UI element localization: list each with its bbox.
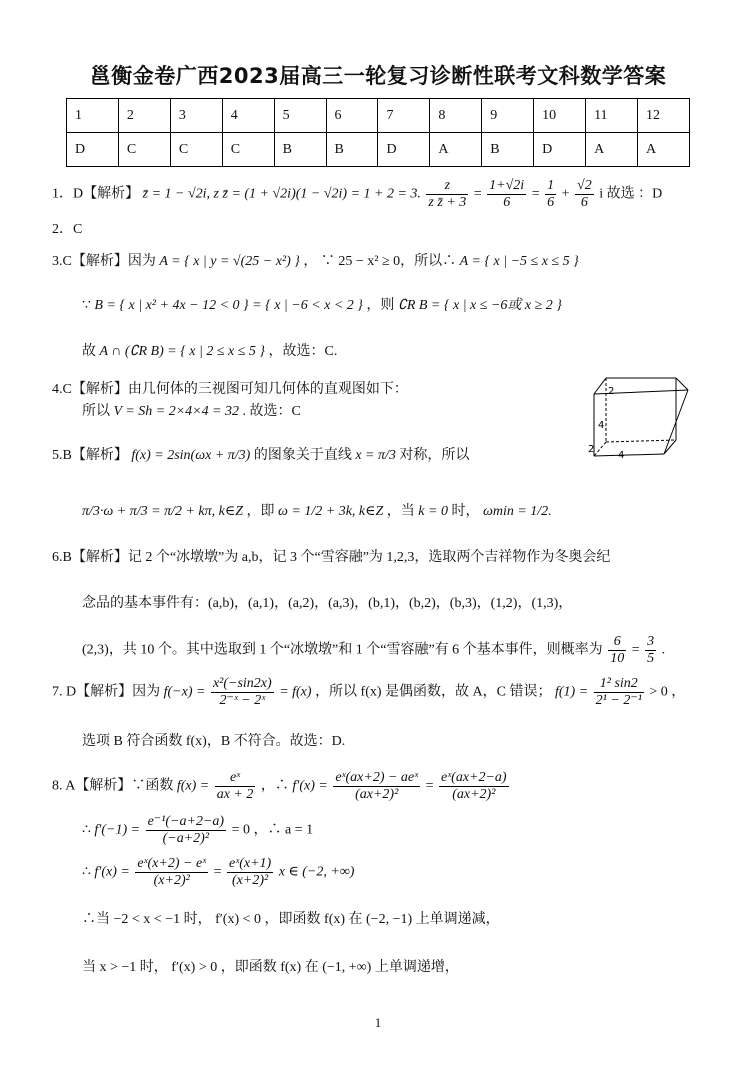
equals-sign: =	[531, 186, 540, 202]
equals-sign: =	[631, 642, 640, 658]
q5-prefix: 5.B【解析】	[52, 448, 128, 463]
because-symbol: ∵	[82, 298, 91, 313]
q8-derivative: f′(x) =	[292, 778, 328, 794]
q1-fraction-1	[426, 178, 468, 211]
q4-line-1: 4.C【解析】由几何体的三视图可知几何体的直观图如下：	[52, 382, 408, 397]
table-cell: 7	[378, 99, 430, 133]
table-cell: 12	[638, 99, 690, 133]
fraction-numerator: eˣ(x+2) − eˣ	[137, 856, 207, 871]
q4-text: 所以	[82, 404, 110, 419]
table-cell: 6	[326, 99, 378, 133]
table-cell: 1	[67, 99, 119, 133]
answer-table	[66, 98, 690, 167]
table-cell: B	[326, 133, 378, 167]
figure-label: 4	[598, 420, 605, 431]
q3-text: ，则	[366, 298, 395, 313]
q8-line-3	[82, 856, 354, 889]
q3-complement: ∁R B = { x | x ≤ −6或 x ≥ 2 }	[397, 298, 562, 313]
q8-fraction-4	[146, 814, 226, 847]
edge	[676, 378, 688, 390]
q6-line-2: 念品的基本事件有：(a,b)，(a,1)，(a,2)，(a,3)，(b,1)，(b,2)，(b,3)，(1,2)，(1,3)，	[82, 596, 573, 611]
q3-suffix: ，故选：C.	[268, 344, 338, 359]
answer-table-answer-row	[67, 133, 690, 167]
q4-suffix: . 故选：C	[242, 404, 301, 419]
fraction-denominator: 2¹ − 2⁻¹	[595, 693, 642, 708]
q5-text: ，即	[246, 504, 275, 519]
parallelepiped-figure	[584, 376, 694, 458]
q7-function: f(−x) =	[163, 684, 206, 700]
equals-sign: =	[213, 864, 222, 880]
q7-fraction-2	[594, 676, 644, 709]
table-cell: 5	[274, 99, 326, 133]
fraction-denominator: 6	[547, 195, 555, 210]
fraction-numerator: 1² sin2	[594, 676, 644, 693]
q4-volume: V = Sh = 2×4×4 = 32	[113, 404, 240, 419]
fraction-numerator: e⁻¹(−a+2−a)	[147, 814, 225, 829]
q2-solution: 2．C	[52, 222, 83, 237]
fraction-numerator: 1+√2i	[489, 178, 525, 193]
q5-equation: π/3·ω + π/3 = π/2 + kπ, k∈Z	[82, 504, 244, 519]
table-cell: 2	[118, 99, 170, 133]
answer-table-number-row	[67, 99, 690, 133]
figure-label: 4	[618, 450, 625, 458]
q3-set-a-result: A = { x | −5 ≤ x ≤ 5 }	[459, 254, 579, 269]
hidden-edge	[606, 440, 676, 442]
page-number: 1	[374, 1015, 382, 1030]
figure-label: 2	[608, 386, 615, 397]
fraction-denominator: 6	[580, 195, 588, 210]
q8-line-2	[82, 814, 313, 847]
table-cell: C	[170, 133, 222, 167]
q3-text: ， ∵ 25 − x² ≥ 0，所以∴	[303, 254, 457, 269]
q6-text: (2,3)，共 10 个。其中选取到 1 个“冰墩墩”和 1 个“雪容融”有 6 个基本事件，则概率为	[82, 642, 603, 658]
q1-fraction-4	[575, 178, 594, 211]
page-title: 邕衡金卷广西2023届高三一轮复习诊断性联考文科数学答案	[89, 64, 667, 88]
q8-fraction-6	[227, 856, 273, 889]
q5-text: 时，	[451, 504, 480, 519]
table-cell: A	[430, 133, 482, 167]
q7-text: > 0 ，	[649, 684, 686, 700]
q8-text: = 0 ，∴ a = 1	[231, 822, 314, 838]
q5-text: ，当	[386, 504, 415, 519]
fraction-numerator: eˣ(ax+2) − aeˣ	[335, 770, 419, 785]
q5-axis: x = π/3	[355, 448, 396, 463]
fraction-denominator: (ax+2)²	[355, 787, 399, 802]
q8-fraction-3	[439, 770, 509, 803]
q8-line-4: ∴当 −2 < x < −1 时， f′(x) < 0 ，即函数 f(x) 在 (−2, −1) 上单调递减，	[82, 912, 500, 927]
q5-omega: ω = 1/2 + 3k, k∈Z	[278, 504, 384, 519]
q8-fraction-1	[215, 770, 256, 803]
q1-fraction-2	[487, 178, 526, 211]
table-cell: A	[638, 133, 690, 167]
q7-equation: = f(x)	[279, 684, 312, 700]
q5-line-2	[82, 500, 552, 520]
fraction-numerator: eˣ(ax+2−a)	[441, 770, 507, 785]
q6-fraction-2	[645, 634, 656, 667]
q3-prefix: 3.C【解析】因为	[52, 254, 156, 269]
q7-line-2: 选项 B 符合函数 f(x)，B 不符合。故选：D.	[82, 734, 346, 749]
period: .	[661, 642, 666, 658]
q1-equation: z̄ = 1 − √2i, z z̄ = (1 + √2i)(1 − √2i) = 1 + 2 = 3.	[142, 186, 421, 202]
q3-set-a: A = { x | y = √(25 − x²) }	[159, 254, 300, 269]
q8-fraction-2	[333, 770, 420, 803]
q1-solution: 1．D【解析】 z̄ = 1 − √2i, z z̄ = (1 + √2i)(1 − √2i) = 1 + 2 = 3. $\frac{z}{\text{z z̄ + 3}}$ = $\frac{1+√2i}{6}$ = $\frac{1}{6}$ + $\frac{√2}{6}$ i 故选 ：D	[52, 178, 663, 210]
fraction-numerator: z	[426, 178, 468, 195]
edge	[664, 440, 676, 454]
q3-line-2	[82, 294, 562, 314]
q6-fraction-1	[608, 634, 626, 667]
fraction-numerator: x²(−sin2x)	[212, 676, 272, 691]
fraction-denominator: 6	[503, 195, 511, 210]
fraction-numerator: 1	[547, 178, 555, 193]
q5-line-1	[52, 444, 469, 464]
table-cell: D	[534, 133, 586, 167]
q5-function: f(x) = 2sin(ωx + π/3)	[131, 448, 251, 463]
table-cell: 10	[534, 99, 586, 133]
q5-text: 对称，所以	[399, 448, 470, 463]
q8-line-1	[52, 770, 511, 803]
fraction-numerator: eˣ	[215, 770, 256, 787]
fraction-numerator: eˣ(x+1)	[229, 856, 272, 871]
table-cell: B	[274, 133, 326, 167]
plus-sign: +	[561, 186, 570, 202]
q1-fraction-3	[545, 178, 556, 211]
fraction-denominator: (x+2)²	[232, 873, 269, 888]
therefore-symbol: ∴	[82, 864, 91, 880]
q3-set-b: B = { x | x² + 4x − 12 < 0 } = { x | −6 < x < 2 }	[94, 298, 363, 313]
q8-fraction-5	[135, 856, 208, 889]
figure-label: 2	[588, 444, 595, 455]
q8-prefix: 8. A【解析】∵函数	[52, 778, 174, 794]
q7-text: ，所以 f(x) 是偶函数，故 A，C 错误；	[315, 684, 552, 700]
table-cell: 3	[170, 99, 222, 133]
q8-line-5: 当 x > −1 时， f′(x) > 0 ，即函数 f(x) 在 (−1, +∞) 上单调递增，	[82, 960, 459, 975]
q3-intersection: A ∩ (∁R B) = { x | 2 ≤ x ≤ 5 }	[99, 344, 266, 359]
table-cell: B	[482, 133, 534, 167]
table-cell: 8	[430, 99, 482, 133]
fraction-denominator: 10	[610, 651, 625, 666]
fraction-denominator: ax + 2	[216, 787, 254, 802]
q4-line-2	[82, 400, 301, 420]
q5-omega-min: ωmin = 1/2.	[482, 504, 552, 519]
q8-derivative: f′(−1) =	[94, 822, 141, 838]
q5-k: k = 0	[418, 504, 448, 519]
q3-line-1	[52, 250, 579, 270]
q6-line-3	[82, 634, 665, 667]
q3-text: 故	[82, 344, 96, 359]
q8-derivative: f′(x) =	[94, 864, 130, 880]
q7-prefix: 7. D【解析】因为	[52, 684, 161, 700]
fraction-numerator: 6	[608, 634, 626, 651]
table-cell: A	[586, 133, 638, 167]
fraction-denominator: (x+2)²	[153, 873, 190, 888]
fraction-numerator: √2	[577, 178, 592, 193]
fraction-denominator: z z̄ + 3	[428, 195, 467, 210]
q8-domain: x ∈ (−2, +∞)	[278, 864, 355, 880]
table-cell: 11	[586, 99, 638, 133]
fraction-denominator: (ax+2)²	[452, 787, 496, 802]
table-cell: C	[118, 133, 170, 167]
table-cell: D	[67, 133, 119, 167]
fraction-denominator: (−a+2)²	[162, 831, 210, 846]
q8-function: f(x) =	[176, 778, 210, 794]
q7-line-1	[52, 676, 685, 709]
q3-line-3	[82, 340, 337, 360]
q1-suffix: i 故选 ：D	[599, 186, 663, 202]
equals-sign: =	[425, 778, 434, 794]
q5-text: 的图象关于直线	[253, 448, 352, 463]
edge	[594, 378, 606, 394]
q7-f1: f(1) =	[555, 684, 589, 700]
q7-fraction-1	[211, 676, 274, 709]
fraction-denominator: 2⁻ˣ − 2ˣ	[219, 693, 266, 708]
edge	[594, 454, 664, 456]
q1-prefix: 1．D【解析】	[52, 186, 140, 202]
table-cell: 4	[222, 99, 274, 133]
q8-text: ，∴	[260, 778, 289, 794]
therefore-symbol: ∴	[82, 822, 91, 838]
fraction-numerator: 3	[647, 634, 655, 649]
q6-line-1: 6.B【解析】记 2 个“冰墩墩”为 a,b，记 3 个“雪容融”为 1,2,3，选取两个吉祥物作为冬奥会纪	[52, 550, 611, 565]
fraction-denominator: 5	[647, 651, 655, 666]
table-cell: D	[378, 133, 430, 167]
table-cell: C	[222, 133, 274, 167]
table-cell: 9	[482, 99, 534, 133]
hidden-edge	[594, 442, 606, 456]
